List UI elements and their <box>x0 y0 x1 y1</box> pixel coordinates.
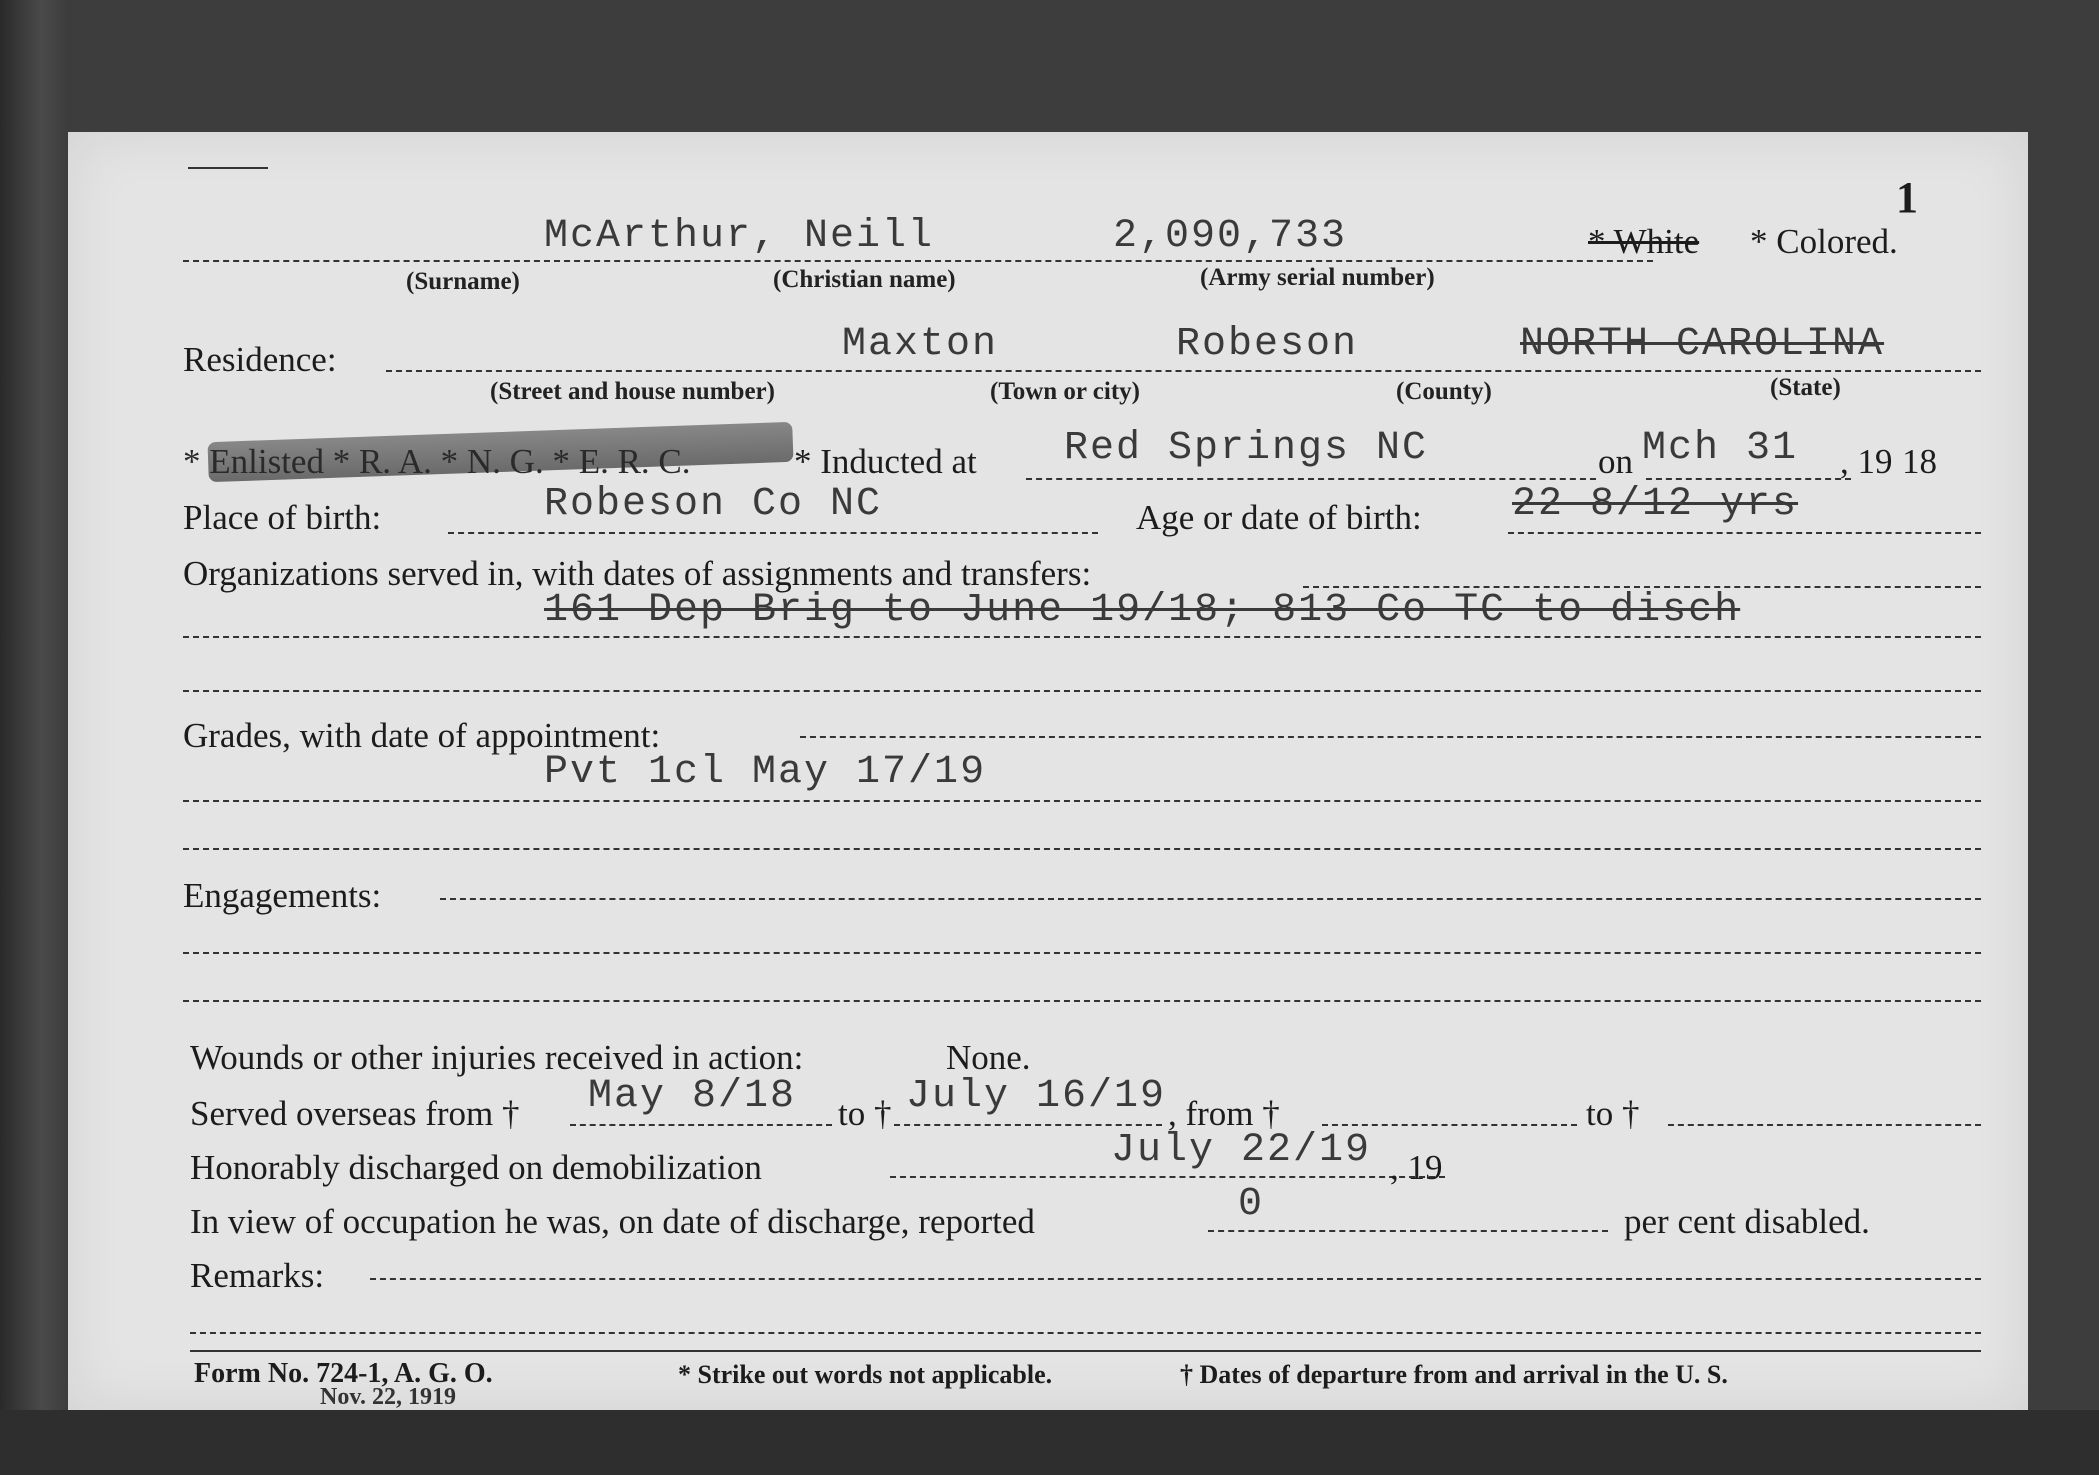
overseas-from2-line <box>1322 1124 1577 1126</box>
grades-line-2 <box>183 800 1981 802</box>
disability-value: 0 <box>1238 1182 1265 1227</box>
discharge-date: July 22/19 <box>1111 1128 1372 1173</box>
footer-rule <box>190 1350 1981 1352</box>
discharge-year-suffix: , 19 <box>1390 1148 1443 1187</box>
residence-county: Robeson <box>1176 322 1359 367</box>
inducted-date-line <box>1646 478 1851 480</box>
discharge-label: Honorably discharged on demobilization <box>190 1148 762 1187</box>
remarks-line-1 <box>370 1278 1981 1280</box>
birth-place-label: Place of birth: <box>183 498 382 537</box>
organizations-line-3 <box>183 690 1981 692</box>
wounds-label: Wounds or other injuries received in action: <box>190 1038 804 1077</box>
grades-line-3 <box>183 848 1981 850</box>
overseas-to2-line <box>1668 1124 1981 1126</box>
name-line <box>183 260 1653 262</box>
remarks-label: Remarks: <box>190 1256 325 1295</box>
organizations-line-2 <box>183 636 1981 638</box>
discharge-line <box>890 1176 1445 1178</box>
inducted-place-line <box>1026 478 1596 480</box>
residence-state: NORTH CAROLINA <box>1520 322 1885 367</box>
organizations-label: Organizations served in, with dates of assignments and transfers: <box>183 554 1092 593</box>
residence-line <box>386 370 1981 372</box>
disability-label: In view of occupation he was, on date of discharge, reported <box>190 1202 1035 1241</box>
birth-place-value: Robeson Co NC <box>544 482 883 527</box>
overseas-from2-label: , from † <box>1168 1094 1280 1133</box>
grades-value: Pvt 1cl May 17/19 <box>544 750 987 795</box>
serial-value: 2,090,733 <box>1113 214 1348 259</box>
age-value: 22 8/12 yrs <box>1512 482 1799 527</box>
on-label: on <box>1598 442 1633 481</box>
overseas-to2-label: to † <box>1586 1094 1640 1133</box>
overseas-to-value: July 16/19 <box>906 1074 1167 1119</box>
form-number: Form No. 724-1, A. G. O. <box>194 1358 493 1389</box>
overseas-from-value: May 8/18 <box>588 1074 797 1119</box>
card-number: 1 <box>1896 173 1918 222</box>
disability-line <box>1208 1230 1608 1232</box>
form-date: Nov. 22, 1919 <box>320 1384 457 1410</box>
scan-border-left <box>0 0 70 1475</box>
remarks-line-2 <box>190 1332 1981 1334</box>
engagements-line-3 <box>183 1000 1981 1002</box>
inducted-date: Mch 31 <box>1642 426 1799 471</box>
disability-suffix: per cent disabled. <box>1624 1202 1870 1241</box>
inducted-label: * Inducted at <box>794 442 977 481</box>
surname-caption: (Surname) <box>406 268 520 295</box>
christian-name-caption: (Christian name) <box>773 266 956 293</box>
age-label: Age or date of birth: <box>1136 498 1422 537</box>
grades-line-1 <box>800 736 1981 738</box>
organizations-value: 161 Dep Brig to June 19/18; 813 Co TC to disch <box>544 588 1741 633</box>
overseas-to-label: to † <box>838 1094 892 1133</box>
engagements-line-2 <box>183 952 1981 954</box>
race-colored-label: * Colored. <box>1750 222 1898 261</box>
residence-label: Residence: <box>183 340 337 379</box>
overseas-to-line <box>894 1124 1162 1126</box>
footer-note-dates: † Dates of departure from and arrival in the U. S. <box>1180 1360 1728 1389</box>
inducted-year-prefix: , 19 <box>1840 442 1893 481</box>
serial-caption: (Army serial number) <box>1200 264 1435 291</box>
enlisted-label: * Enlisted * R. A. * N. G. * E. R. C. <box>183 442 691 481</box>
scan-border-bottom <box>0 1410 2099 1475</box>
wounds-value: None. <box>946 1038 1031 1077</box>
service-record-card <box>68 132 2028 1410</box>
overseas-from-label: Served overseas from † <box>190 1094 520 1133</box>
town-caption: (Town or city) <box>990 378 1140 405</box>
street-caption: (Street and house number) <box>490 378 775 405</box>
inducted-place: Red Springs NC <box>1064 426 1429 471</box>
residence-town: Maxton <box>842 322 999 367</box>
grades-label: Grades, with date of appointment: <box>183 716 661 755</box>
engagements-line-1 <box>440 898 1981 900</box>
footer-note-strike: * Strike out words not applicable. <box>678 1360 1053 1389</box>
birth-place-line <box>448 532 1098 534</box>
inducted-year: 18 <box>1902 442 1937 481</box>
state-caption: (State) <box>1770 374 1841 401</box>
top-rule <box>188 167 268 169</box>
age-line <box>1508 532 1981 534</box>
race-white-label: * White <box>1588 222 1700 261</box>
engagements-label: Engagements: <box>183 876 382 915</box>
county-caption: (County) <box>1396 378 1492 405</box>
name-value: McArthur, Neill <box>544 214 935 259</box>
overseas-from-line <box>570 1124 832 1126</box>
